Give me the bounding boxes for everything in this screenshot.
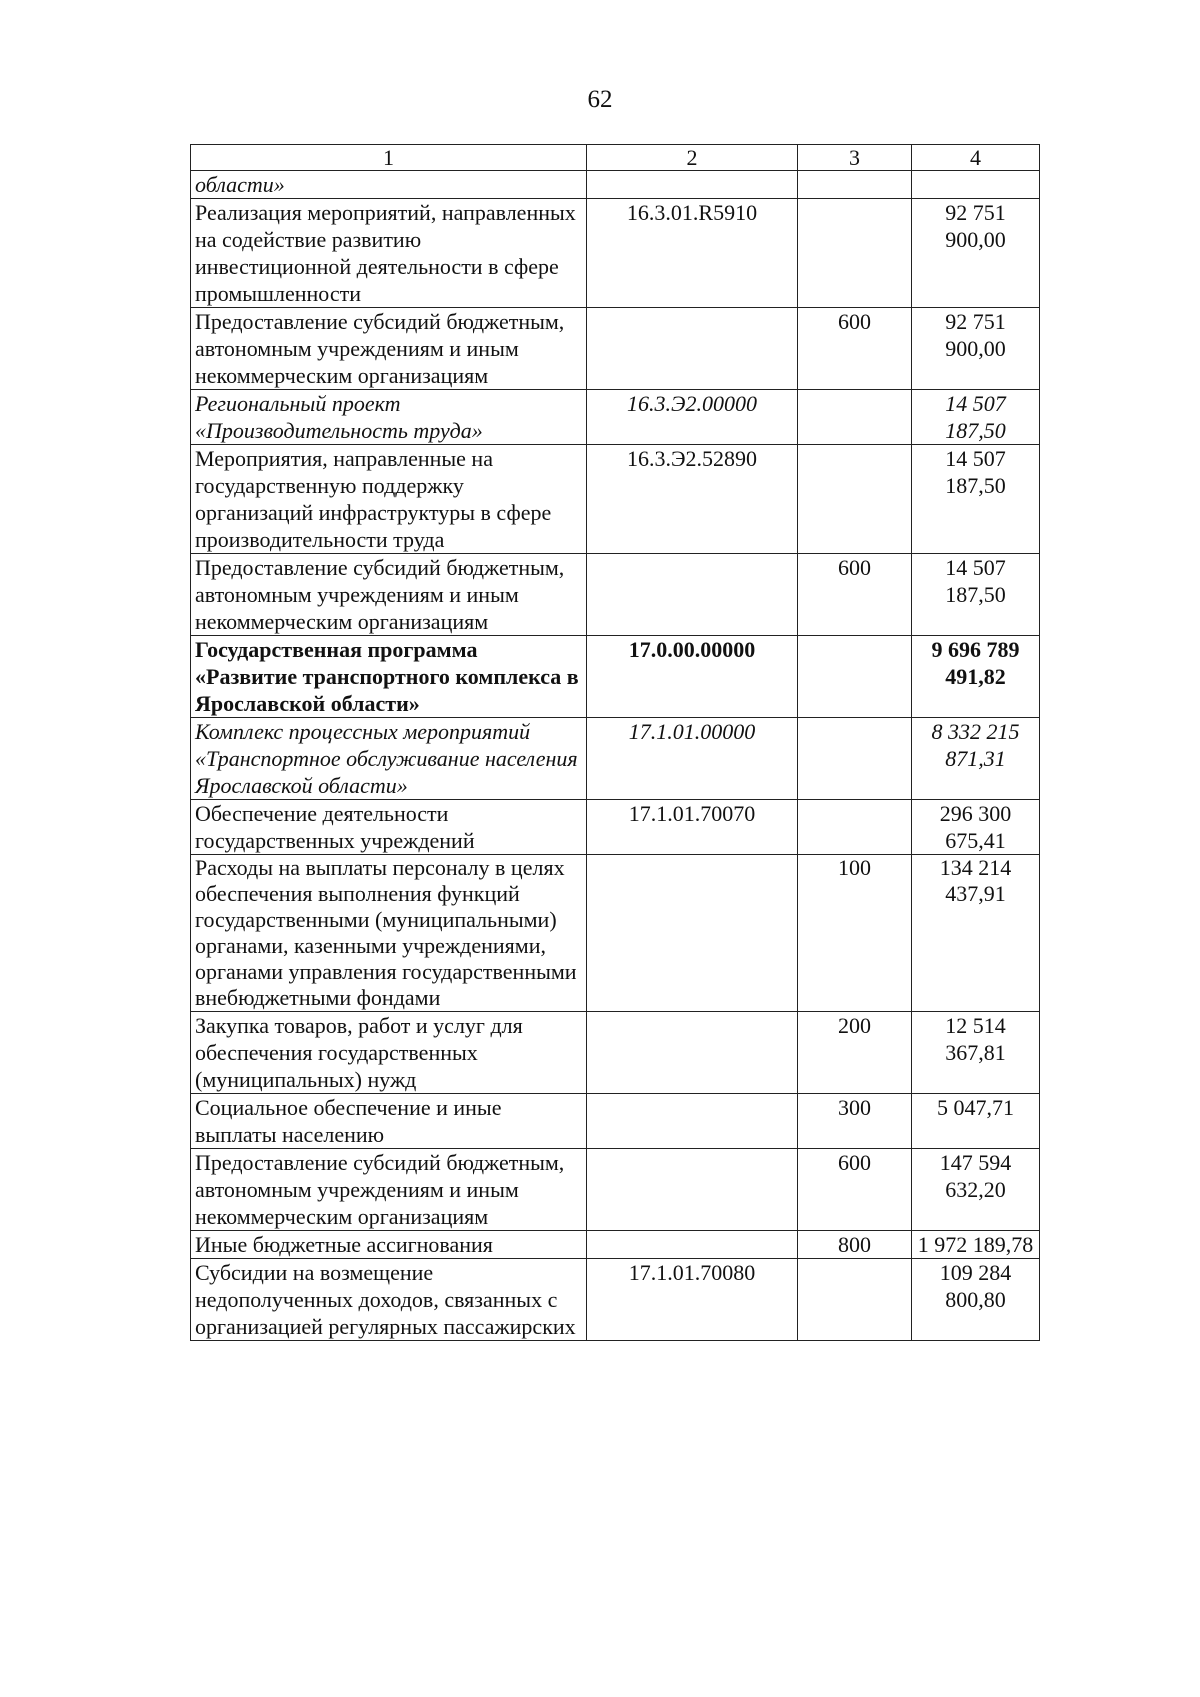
target-code-cell bbox=[587, 1012, 798, 1094]
table-row bbox=[191, 390, 1040, 445]
amount-cell: 1 972 189,78 bbox=[912, 1231, 1040, 1259]
amount-cell: 147 594 632,20 bbox=[912, 1149, 1040, 1231]
expense-name-cell: Предоставление субсидий бюджетным, автономным учреждениям и иным некоммерческим организациям bbox=[191, 554, 587, 636]
amount-cell: 8 332 215 871,31 bbox=[912, 718, 1040, 800]
column-header-4: 4 bbox=[912, 145, 1040, 171]
table-row bbox=[191, 308, 1040, 390]
expense-type-cell: 200 bbox=[798, 1012, 912, 1094]
target-code-cell: 17.1.01.70080 bbox=[587, 1259, 798, 1341]
table-row bbox=[191, 1231, 1040, 1259]
expense-type-cell bbox=[798, 636, 912, 718]
amount-cell: 12 514 367,81 bbox=[912, 1012, 1040, 1094]
target-code-cell: 16.3.Э2.00000 bbox=[587, 390, 798, 445]
amount-cell: 14 507 187,50 bbox=[912, 554, 1040, 636]
expense-name-cell: Иные бюджетные ассигнования bbox=[191, 1231, 587, 1259]
amount-cell: 92 751 900,00 bbox=[912, 308, 1040, 390]
expense-name-cell: Обеспечение деятельности государственных учреждений bbox=[191, 800, 587, 855]
expense-name-cell: Расходы на выплаты персоналу в целях обеспечения выполнения функций государственными (муниципальными) органами, казенными учреждениями, органами управления государственными внебюджетными фондами bbox=[191, 855, 587, 1012]
target-code-cell: 16.3.Э2.52890 bbox=[587, 445, 798, 554]
page-number: 62 bbox=[587, 86, 613, 113]
table-row bbox=[191, 199, 1040, 308]
amount-cell: 14 507 187,50 bbox=[912, 445, 1040, 554]
expense-type-cell bbox=[798, 445, 912, 554]
expense-name-cell: области» bbox=[191, 171, 587, 199]
expense-name-cell: Государственная программа «Развитие транспортного комплекса в Ярославской области» bbox=[191, 636, 587, 718]
target-code-cell bbox=[587, 1094, 798, 1149]
expense-type-cell bbox=[798, 199, 912, 308]
expense-type-cell: 300 bbox=[798, 1094, 912, 1149]
target-code-cell: 17.1.01.00000 bbox=[587, 718, 798, 800]
target-code-cell bbox=[587, 1231, 798, 1259]
expense-name-cell: Предоставление субсидий бюджетным, автономным учреждениям и иным некоммерческим организациям bbox=[191, 308, 587, 390]
expense-name-cell: Закупка товаров, работ и услуг для обеспечения государственных (муниципальных) нужд bbox=[191, 1012, 587, 1094]
table-body bbox=[191, 171, 1040, 1341]
target-code-cell: 16.3.01.R5910 bbox=[587, 199, 798, 308]
expense-type-cell: 600 bbox=[798, 1149, 912, 1231]
table-row bbox=[191, 1094, 1040, 1149]
expense-type-cell: 600 bbox=[798, 554, 912, 636]
column-header-3: 3 bbox=[798, 145, 912, 171]
target-code-cell bbox=[587, 171, 798, 199]
table-row bbox=[191, 171, 1040, 199]
expense-type-cell bbox=[798, 1259, 912, 1341]
column-header-1: 1 bbox=[191, 145, 587, 171]
expense-name-cell: Мероприятия, направленные на государственную поддержку организаций инфраструктуры в сфере производительности труда bbox=[191, 445, 587, 554]
expense-name-cell: Предоставление субсидий бюджетным, автономным учреждениям и иным некоммерческим организациям bbox=[191, 1149, 587, 1231]
table-row bbox=[191, 1259, 1040, 1341]
target-code-cell bbox=[587, 855, 798, 1012]
target-code-cell bbox=[587, 1149, 798, 1231]
table-row bbox=[191, 1149, 1040, 1231]
expense-name-cell: Комплекс процессных мероприятий «Транспортное обслуживание населения Ярославской области» bbox=[191, 718, 587, 800]
expense-type-cell: 100 bbox=[798, 855, 912, 1012]
table-row bbox=[191, 718, 1040, 800]
target-code-cell: 17.1.01.70070 bbox=[587, 800, 798, 855]
table-row bbox=[191, 800, 1040, 855]
table-row bbox=[191, 554, 1040, 636]
header-row bbox=[191, 145, 1040, 171]
amount-cell: 92 751 900,00 bbox=[912, 199, 1040, 308]
column-header-2: 2 bbox=[587, 145, 798, 171]
amount-cell: 9 696 789 491,82 bbox=[912, 636, 1040, 718]
expense-type-cell bbox=[798, 800, 912, 855]
target-code-cell bbox=[587, 554, 798, 636]
expense-name-cell: Региональный проект «Производительность труда» bbox=[191, 390, 587, 445]
expense-type-cell bbox=[798, 171, 912, 199]
expense-type-cell: 600 bbox=[798, 308, 912, 390]
amount-cell: 5 047,71 bbox=[912, 1094, 1040, 1149]
expense-name-cell: Реализация мероприятий, направленных на содействие развитию инвестиционной деятельности в сфере промышленности bbox=[191, 199, 587, 308]
amount-cell: 134 214 437,91 bbox=[912, 855, 1040, 1012]
expense-type-cell bbox=[798, 718, 912, 800]
table-header bbox=[191, 145, 1040, 171]
expense-name-cell: Субсидии на возмещение недополученных доходов, связанных с организацией регулярных пассажирских bbox=[191, 1259, 587, 1341]
budget-table bbox=[190, 144, 1040, 1341]
amount-cell: 14 507 187,50 bbox=[912, 390, 1040, 445]
target-code-cell bbox=[587, 308, 798, 390]
target-code-cell: 17.0.00.00000 bbox=[587, 636, 798, 718]
amount-cell: 296 300 675,41 bbox=[912, 800, 1040, 855]
table-row bbox=[191, 855, 1040, 1012]
table-row bbox=[191, 445, 1040, 554]
amount-cell bbox=[912, 171, 1040, 199]
table-row bbox=[191, 636, 1040, 718]
expense-type-cell: 800 bbox=[798, 1231, 912, 1259]
table-row bbox=[191, 1012, 1040, 1094]
amount-cell: 109 284 800,80 bbox=[912, 1259, 1040, 1341]
expense-name-cell: Социальное обеспечение и иные выплаты населению bbox=[191, 1094, 587, 1149]
expense-type-cell bbox=[798, 390, 912, 445]
